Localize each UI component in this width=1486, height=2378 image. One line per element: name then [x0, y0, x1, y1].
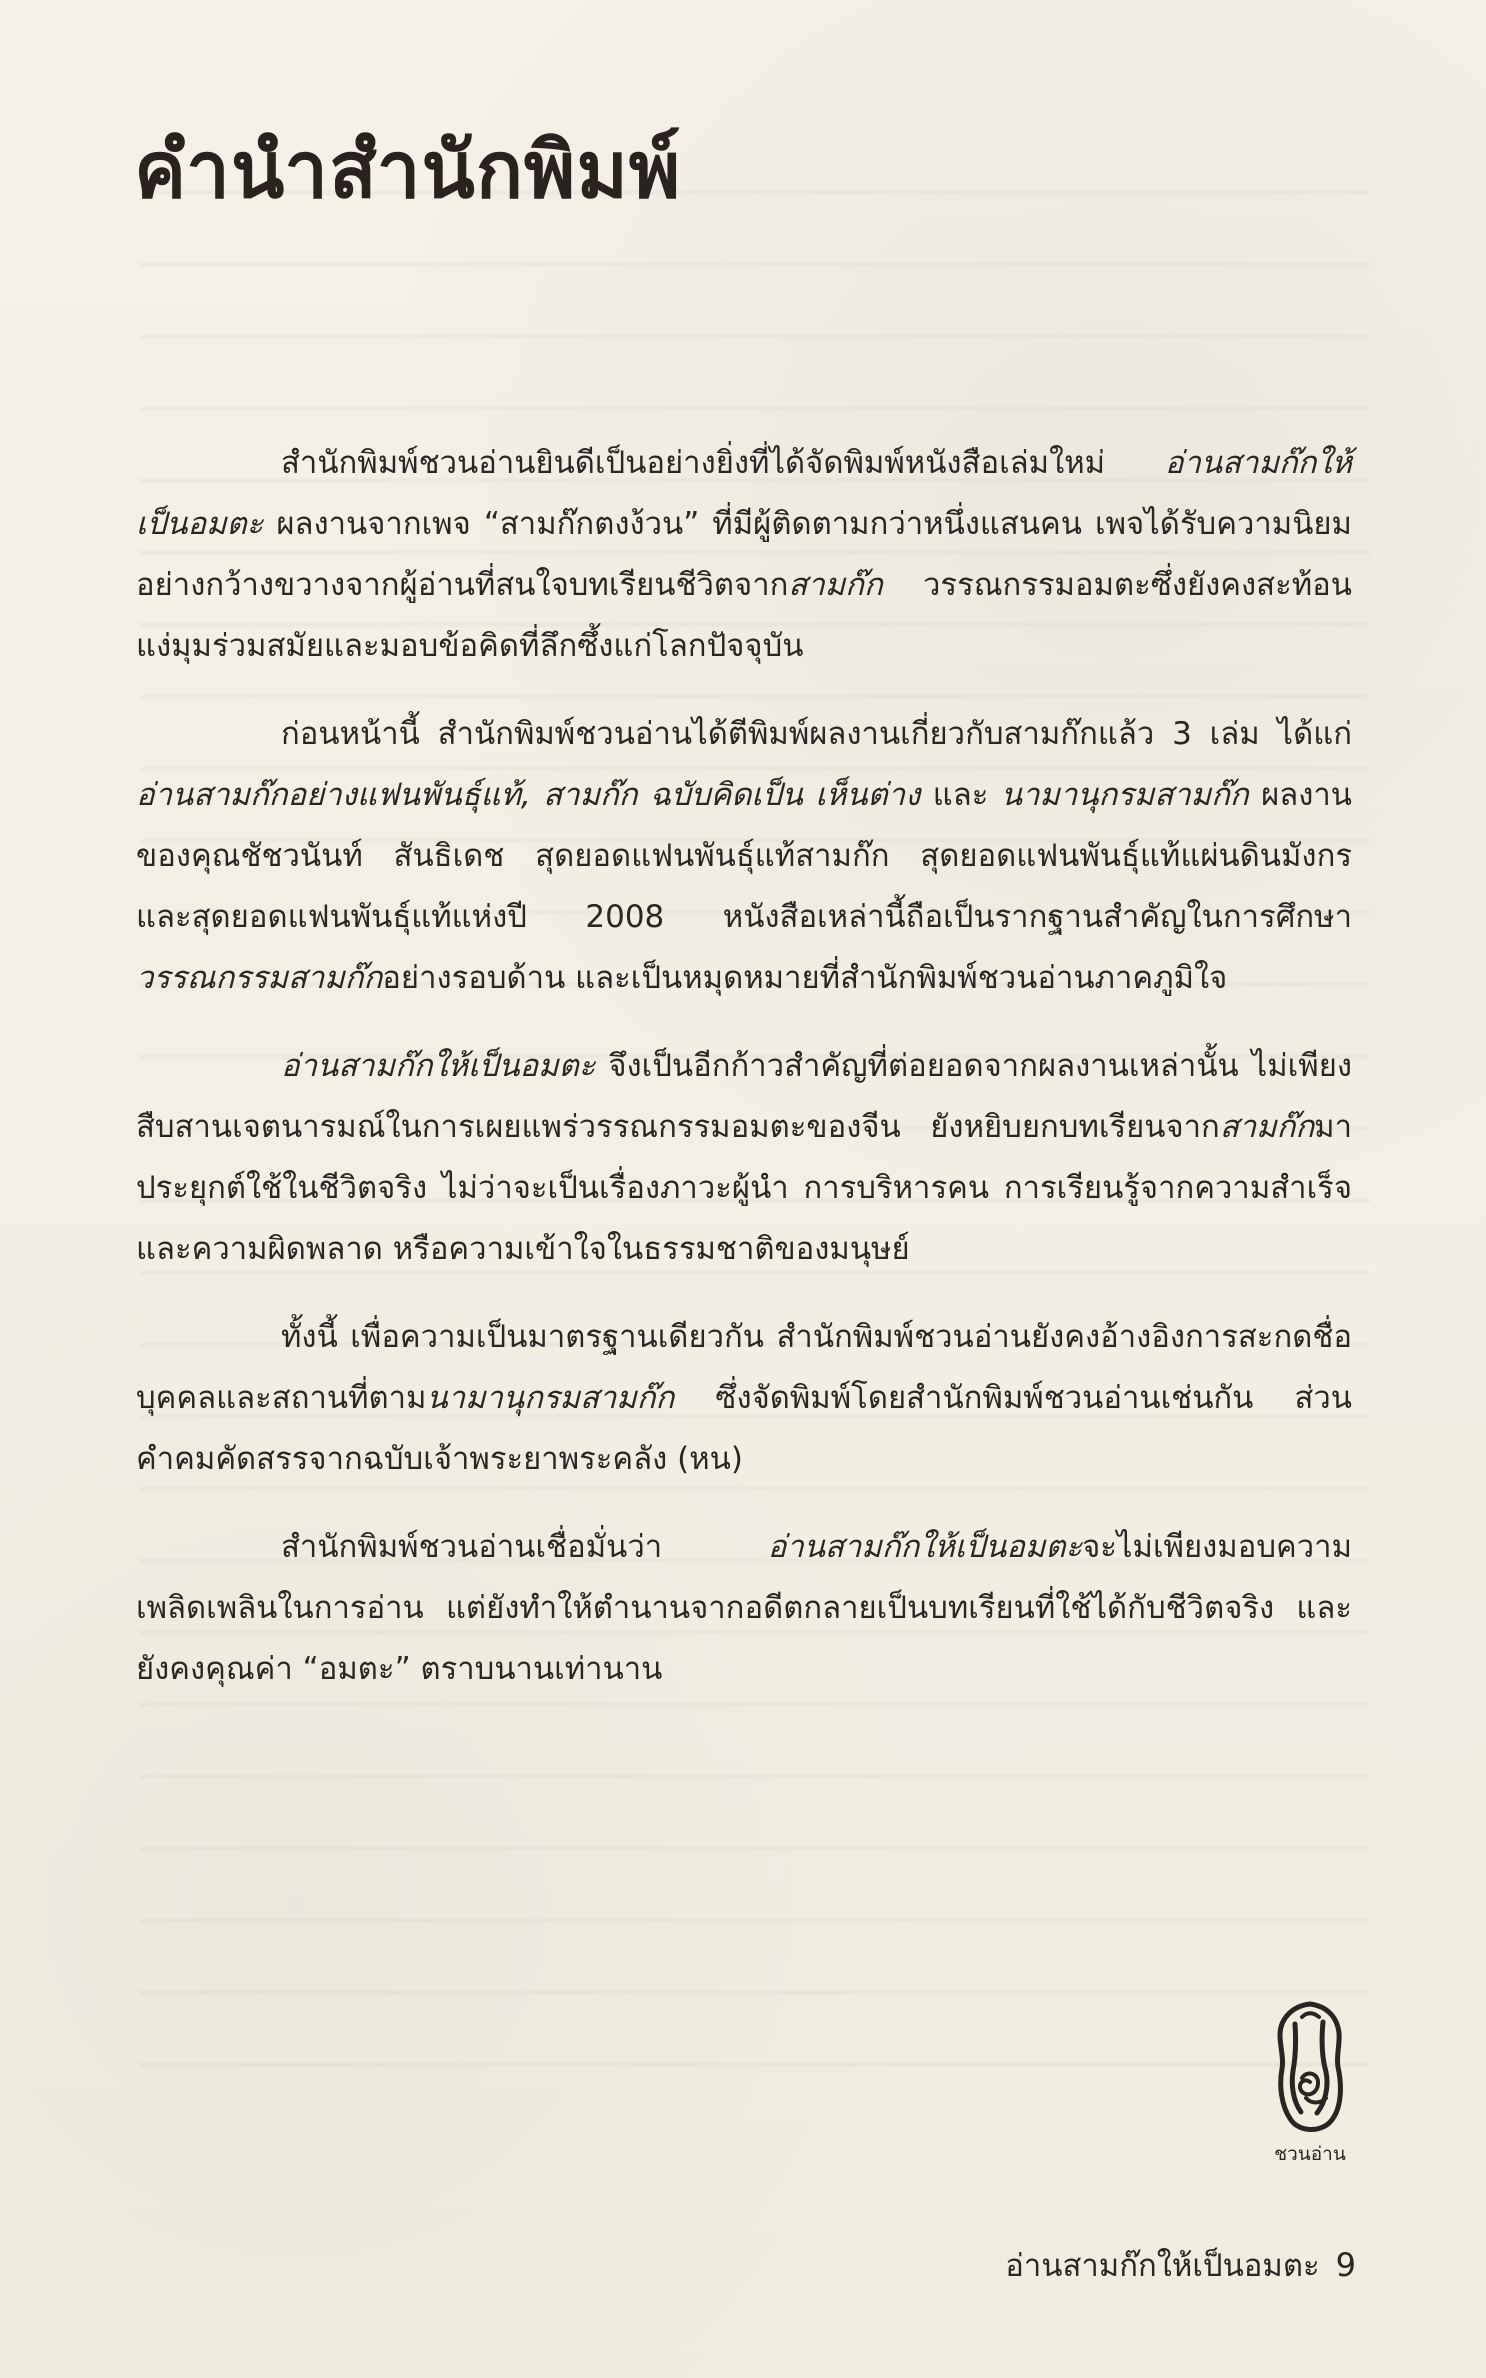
running-footer-title: อ่านสามก๊กให้เป็นอมตะ: [1005, 2248, 1320, 2284]
paragraph-4-text: ทั้งนี้ เพื่อความเป็นมาตรฐานเดียวกัน สำนักพิมพ์ชวนอ่านยังคงอ้างอิงการสะกดชื่อบุคคลและสถานที่ตาม: [136, 1319, 1352, 1416]
book-title-italic: อ่านสามก๊กให้เป็นอมตะ: [136, 445, 1352, 542]
page-footer: [960, 2240, 1356, 2290]
paragraph-1-text: วรรณกรรมอมตะซึ่งยังคงสะท้อนแง่มุมร่วมสมัยและมอบข้อคิดที่ลึกซึ้งแก่โลกปัจจุบัน: [136, 567, 1352, 664]
paragraph-5: [136, 1517, 1352, 1700]
publisher-logo-label: ชวนอ่าน: [1274, 2143, 1346, 2165]
paragraph-3-text: มาประยุกต์ใช้ในชีวิตจริง ไม่ว่าจะเป็นเรื่องภาวะผู้นำ การบริหารคน การเรียนรู้จากความสำเร็จและความผิดพลาด หรือความเข้าใจในธรรมชาติของมนุษย์: [136, 1109, 1352, 1267]
paragraph-5-text: จะไม่เพียงมอบความเพลิดเพลินในการอ่าน แต่ยังทำให้ตำนานจากอดีตกลายเป็นบทเรียนที่ใช้ได้กับชีวิตจริง และยังคงคุณค่า “อมตะ” ตราบนานเท่านาน: [136, 1529, 1352, 1687]
paragraph-1-text: สำนักพิมพ์ชวนอ่านยินดีเป็นอย่างยิ่งที่ได้จัดพิมพ์หนังสือเล่มใหม่: [281, 445, 1165, 481]
book-title-italic: นามานุกรมสามก๊ก: [426, 1380, 675, 1416]
paragraph-2-text: ก่อนหน้านี้ สำนักพิมพ์ชวนอ่านได้ตีพิมพ์ผลงานเกี่ยวกับสามก๊กแล้ว 3 เล่ม ได้แก่: [281, 716, 1352, 752]
chuan-an-seal-icon: [1262, 2000, 1358, 2140]
publisher-logo: [1262, 2000, 1358, 2175]
book-title-italic: สามก๊ก: [788, 567, 883, 603]
paragraph-3-text: จึงเป็นอีกก้าวสำคัญที่ต่อยอดจากผลงานเหล่านั้น ไม่เพียงสืบสานเจตนารมณ์ในการเผยแพร่วรรณกรรมอมตะของจีน ยังหยิบยกบทเรียนจาก: [136, 1048, 1352, 1145]
paragraph-4: [136, 1307, 1352, 1490]
paragraph-2-text: ผลงานของคุณชัชวนันท์ สันธิเดช สุดยอดแฟนพันธุ์แท้สามก๊ก สุดยอดแฟนพันธุ์แท้แผ่นดินมังกร และสุดยอดแฟนพันธุ์แท้แห่งปี 2008 หนังสือเหล่านี้ถือเป็นรากฐานสำคัญในการศึกษา: [136, 777, 1352, 935]
paragraph-3: [136, 1036, 1352, 1280]
paragraph-5-text: สำนักพิมพ์ชวนอ่านเชื่อมั่นว่า: [281, 1529, 768, 1565]
book-title-italic: อ่านสามก๊กให้เป็นอมตะ: [281, 1048, 596, 1084]
paragraph-1-text: ผลงานจากเพจ “สามก๊กตงง้วน” ที่มีผู้ติดตามกว่าหนึ่งแสนคน เพจได้รับความนิยมอย่างกว้างขวางจากผู้อ่านที่สนใจบทเรียนชีวิตจาก: [136, 506, 1352, 603]
book-title-italic: อ่านสามก๊กอย่างแฟนพันธุ์แท้, สามก๊ก ฉบับคิดเป็น เห็นต่าง: [136, 777, 921, 813]
paragraph-2: [136, 704, 1352, 1009]
paragraph-4-text: ซึ่งจัดพิมพ์โดยสำนักพิมพ์ชวนอ่านเช่นกัน ส่วนคำคมคัดสรรจากฉบับเจ้าพระยาพระคลัง (หน): [136, 1380, 1352, 1477]
body-text: [136, 433, 1352, 1727]
literature-title-italic: วรรณกรรมสามก๊ก: [136, 960, 383, 996]
page-number: 9: [1335, 2246, 1356, 2284]
book-title-italic: นามานุกรมสามก๊ก: [1000, 777, 1249, 813]
paragraph-2-text: อย่างรอบด้าน และเป็นหมุดหมายที่สำนักพิมพ์ชวนอ่านภาคภูมิใจ: [382, 960, 1228, 996]
paragraph-2-text: และ: [920, 777, 1001, 813]
page-title: คำนำสำนักพิมพ์: [134, 125, 682, 216]
paragraph-1: [136, 433, 1352, 677]
book-title-italic: อ่านสามก๊กให้เป็นอมตะ: [767, 1529, 1083, 1565]
book-title-italic: สามก๊ก: [1219, 1109, 1315, 1145]
